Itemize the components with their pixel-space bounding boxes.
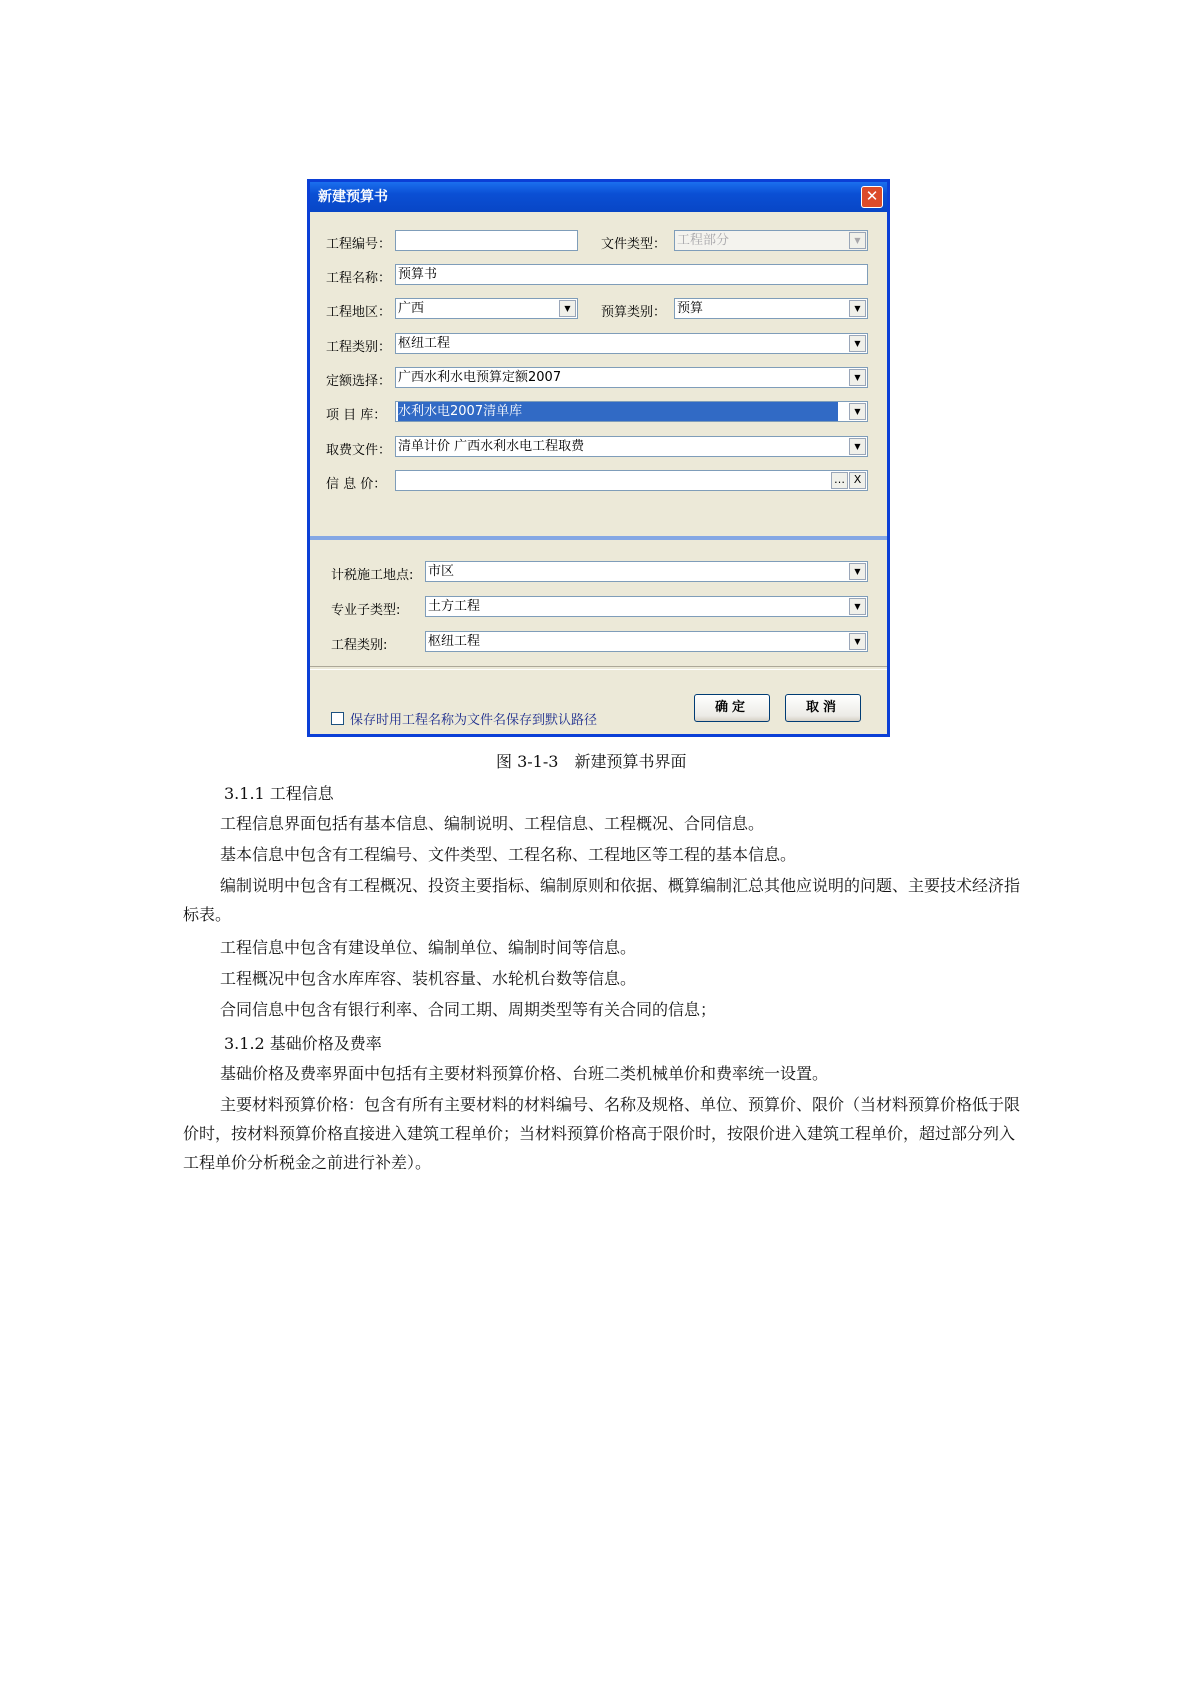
file-type-label: 文件类型： (601, 237, 667, 252)
clear-icon[interactable]: X (849, 472, 866, 489)
item-library-label: 项 目 库： (326, 408, 387, 423)
project-area-select[interactable] (395, 298, 578, 319)
budget-category-select[interactable] (674, 298, 868, 319)
tax-location-value: 市区 (428, 564, 455, 579)
chevron-down-icon[interactable]: ▼ (559, 300, 576, 317)
lower-category-select[interactable] (425, 631, 868, 652)
paragraph: 基础价格及费率界面中包括有主要材料预算价格、台班二类机械单价和费率统一设置。 (220, 1064, 829, 1083)
item-library-select[interactable] (395, 401, 868, 422)
lower-category-label: 工程类别: (331, 638, 388, 653)
chevron-down-icon[interactable]: ▼ (849, 633, 866, 650)
section-heading-3-1-1: 3.1.1 工程信息 (224, 784, 334, 803)
paragraph: 工程信息中包含有建设单位、编制单位、编制时间等信息。 (220, 938, 637, 957)
info-price-label: 信 息 价： (326, 477, 387, 492)
fee-file-label: 取费文件： (326, 443, 392, 458)
project-name-label: 工程名称： (326, 271, 392, 286)
section-divider (310, 536, 887, 540)
project-area-label: 工程地区： (326, 305, 392, 320)
save-default-path-label[interactable]: 保存时用工程名称为文件名保存到默认路径 (350, 713, 598, 728)
close-icon[interactable]: ✕ (861, 186, 883, 208)
chevron-down-icon[interactable]: ▼ (849, 598, 866, 615)
info-price-input[interactable] (395, 470, 868, 491)
chevron-down-icon[interactable]: ▼ (849, 403, 866, 420)
subtype-value: 土方工程 (428, 599, 481, 614)
paragraph: 工程信息界面包括有基本信息、编制说明、工程信息、工程概况、合同信息。 (220, 814, 765, 833)
quota-select-label: 定额选择： (326, 374, 392, 389)
project-category-label: 工程类别： (326, 340, 392, 355)
file-type-value: 工程部分 (677, 233, 730, 248)
fee-file-select[interactable] (395, 436, 868, 457)
chevron-down-icon: ▼ (849, 232, 866, 249)
chevron-down-icon[interactable]: ▼ (849, 438, 866, 455)
paragraph: 基本信息中包含有工程编号、文件类型、工程名称、工程地区等工程的基本信息。 (220, 845, 797, 864)
budget-category-value: 预算 (677, 301, 704, 316)
save-default-path-checkbox[interactable] (331, 712, 344, 725)
paragraph: 工程概况中包含水库库容、装机容量、水轮机台数等信息。 (220, 969, 637, 988)
project-no-input[interactable] (395, 230, 578, 251)
quota-select[interactable] (395, 367, 868, 388)
paragraph: 主要材料预算价格：包含有所有主要材料的材料编号、名称及规格、单位、预算价、限价（当材料预算价格低于限价时，按材料预算价格直接进入建筑工程单价；当材料预算价格高于限价时，按限价进入建筑工程单价，超过部分列入工程单价分析税金之前进行补差）。 (183, 1095, 1021, 1172)
section-heading-3-1-2: 3.1.2 基础价格及费率 (224, 1034, 382, 1053)
dialog-titlebar[interactable] (310, 182, 887, 212)
dialog-title: 新建预算书 (318, 189, 388, 205)
paragraph: 合同信息中包含有银行利率、合同工期、周期类型等有关合同的信息； (220, 1000, 717, 1019)
project-category-value: 枢纽工程 (398, 336, 451, 351)
subtype-select[interactable] (425, 596, 868, 617)
footer-divider (310, 666, 887, 670)
chevron-down-icon[interactable]: ▼ (849, 369, 866, 386)
file-type-select (674, 230, 868, 251)
project-category-select[interactable] (395, 333, 868, 354)
figure-caption: 图 3-1-3 新建预算书界面 (496, 752, 687, 771)
subtype-label: 专业子类型: (331, 603, 401, 618)
new-budget-dialog (307, 179, 890, 737)
ok-button[interactable]: 确定 (694, 694, 770, 722)
lower-category-value: 枢纽工程 (428, 634, 481, 649)
browse-icon[interactable]: … (831, 472, 848, 489)
fee-file-value: 清单计价 广西水利水电工程取费 (398, 439, 585, 454)
tax-location-label: 计税施工地点: (331, 568, 414, 583)
project-name-input[interactable]: 预算书 (395, 264, 868, 285)
item-library-value: 水利水电2007清单库 (398, 402, 838, 421)
cancel-button[interactable]: 取消 (785, 694, 861, 722)
tax-location-select[interactable] (425, 561, 868, 582)
project-area-value: 广西 (398, 301, 425, 316)
chevron-down-icon[interactable]: ▼ (849, 563, 866, 580)
paragraph: 编制说明中包含有工程概况、投资主要指标、编制原则和依据、概算编制汇总其他应说明的问题、主要技术经济指标表。 (183, 876, 1021, 924)
chevron-down-icon[interactable]: ▼ (849, 335, 866, 352)
chevron-down-icon[interactable]: ▼ (849, 300, 866, 317)
quota-select-value: 广西水利水电预算定额2007 (398, 370, 562, 385)
budget-category-label: 预算类别： (601, 305, 667, 320)
project-no-label: 工程编号： (326, 237, 392, 252)
